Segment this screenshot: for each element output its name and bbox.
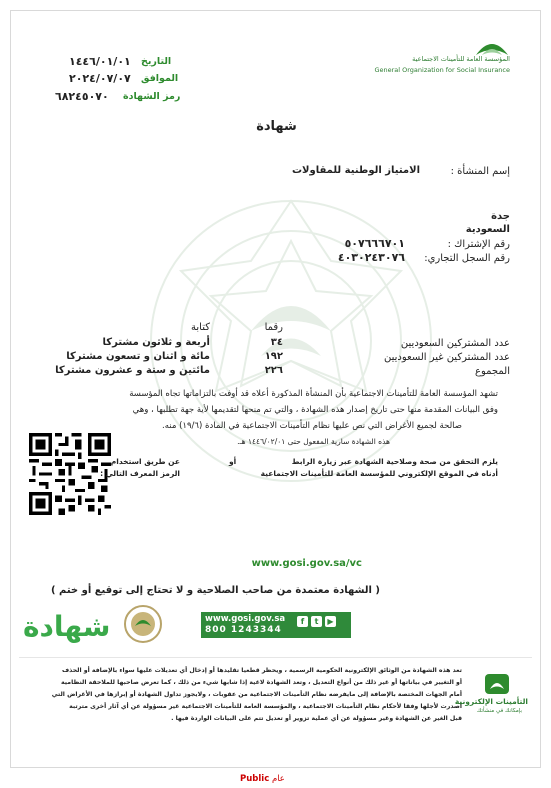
equivalent-label: الموافق [141,73,179,84]
cert-code-value: ٦٨٢٤٥٠٧٠ [55,90,109,103]
subscription-value: ٥٠٧٦٦٦٧٠١ [344,237,405,250]
city-value: جدة [491,211,510,222]
statement-line: وفق البيانات المقدمة منها حتى تاريخ إصدار هذه الشهادة ، والتي تم منحها لتقديمها لأية جهة تطلبها ، وهي [132,405,498,415]
establishment-name-label: إسم المنشأة : [450,166,510,177]
footer-line: أمام الجهات المختصة بالإضافة إلى مايفرضه نظام التأمينات الاجتماعية من عقوبات ، ولايجوز تداول الشهادة أو إبرازها في الأغراض التي [51,691,462,698]
statement-line: تشهد المؤسسة العامة للتأمينات الاجتماعية بأن المنشأة المذكورة أعلاه قد أوفت بالتزاماتها تجاه المؤسسة [129,389,498,399]
verify-instruction: يلزم التحقق من صحة وصلاحية الشهادة عبر زيارة الرابط [291,457,498,466]
org-name-ar: المؤسسة العامة للتأمينات الاجتماعية [412,55,510,63]
qr-code-icon[interactable] [29,433,111,515]
gosi-badge-icon [484,673,510,695]
gosi-online-name: التأمينات الإلكترونية [454,697,528,706]
verification-link[interactable]: www.gosi.gov.sa/vc [251,558,362,569]
cr-label: رقم السجل التجاري: [424,253,510,264]
org-name-en: General Organization for Social Insurance [374,66,510,74]
certificate-page [10,10,541,768]
equivalent-value: ٢٠٢٤/٠٧/٠٧ [69,72,131,85]
footer-line: تعد هذه الشهادة من الوثائق الإلكترونية الحكومية الرسمية ، ويحظر قطعيا تقليدها أو إدخال أي تعديلات عليها سواء بالإضافة أو الحذف [61,667,462,674]
shahada-logo [23,606,123,646]
divider [19,657,532,658]
row-number: ١٩٢ [264,351,283,362]
classification-en: Public [240,774,270,784]
classification-ar: عام [271,774,285,784]
approval-note: ( الشهادة معتمدة من صاحب الصلاحية و لا تحتاج إلى توقيع أو ختم ) [50,585,380,596]
classification-label [240,774,285,784]
verify-instruction: أدناه في الموقع الإلكتروني للمؤسسة العامة للتأمينات الاجتماعية [260,469,498,478]
facebook-icon[interactable]: f [297,616,308,627]
gosi-online-logo [454,673,528,717]
verify-alt: الرمز المعرف التالي : [100,469,180,478]
page-title: شهادة [256,119,297,134]
seal-emblem-icon [123,604,163,644]
row-words: مائتين و ستة و عشرون مشتركا [55,365,210,376]
verify-alt: عن طريق استخدام [110,457,180,466]
row-number: ٢٢٦ [264,365,283,376]
footer-line: أو التغيير في بياناتها أو غير ذلك من أنواع التعديل ، وتعد الشهادة لاغية إذا شابها شيء من ذلك ، كما تعرض صاحبها للملاحقة النظامية [61,679,462,686]
col-words-header: كتابة [191,322,210,333]
row-label: عدد المشتركين غير السعوديين [383,352,510,363]
row-number: ٣٤ [270,337,283,348]
statement-line: صالحة لجميع الأغراض التي نص عليها نظام التأمينات الاجتماعية في المادة (١٩/٦) منه. [162,421,462,431]
country-value: السعودية [465,224,510,235]
row-words: أربعة و ثلاثون مشتركا [102,337,210,348]
contact-banner [201,612,351,638]
footer-line: قبل الغير عن الشهادة وغير مسؤولة عن أي عملية تزوير أو تعديل تتم على البيانات الواردة فيها . [171,715,462,722]
subscription-label: رقم الإشتراك : [447,239,510,250]
youtube-icon[interactable]: ▶ [325,616,336,627]
footer-line: أصدرت لأجلها وفقا لأحكام نظام التأمينات الاجتماعية ، والمؤسسة العامة للتأمينات الاجتماعية غير مسؤولة عن أي آثار أخرى مترتبة [69,703,462,710]
gosi-online-tagline: بإمكانك في منشأتك [476,708,522,714]
date-value: ١٤٤٦/٠١/٠١ [69,55,131,68]
banner-site[interactable]: www.gosi.gov.sa [205,614,286,624]
verify-or: أو [229,457,237,466]
validity-note: هذه الشهادة سارية المفعول حتى ١٤٤٦/٠٢/٠١ هـ. [237,437,390,446]
row-label: عدد المشتركين السعوديين [400,338,510,349]
row-label: المجموع [475,366,510,377]
twitter-icon[interactable]: t [311,616,322,627]
date-label: التاريخ [141,56,172,67]
cert-code-label: رمز الشهادة [123,91,181,102]
banner-phone[interactable]: 800 1243344 [205,625,282,635]
row-words: مائة و اثنان و تسعون مشتركا [66,351,210,362]
col-numbers-header: رقما [264,322,283,333]
establishment-name-value: الامتياز الوطنية للمقاولات [291,165,420,176]
cr-value: ٤٠٣٠٢٤٣٠٧٦ [337,251,405,264]
brand-logo-text: شهادة [23,610,111,643]
